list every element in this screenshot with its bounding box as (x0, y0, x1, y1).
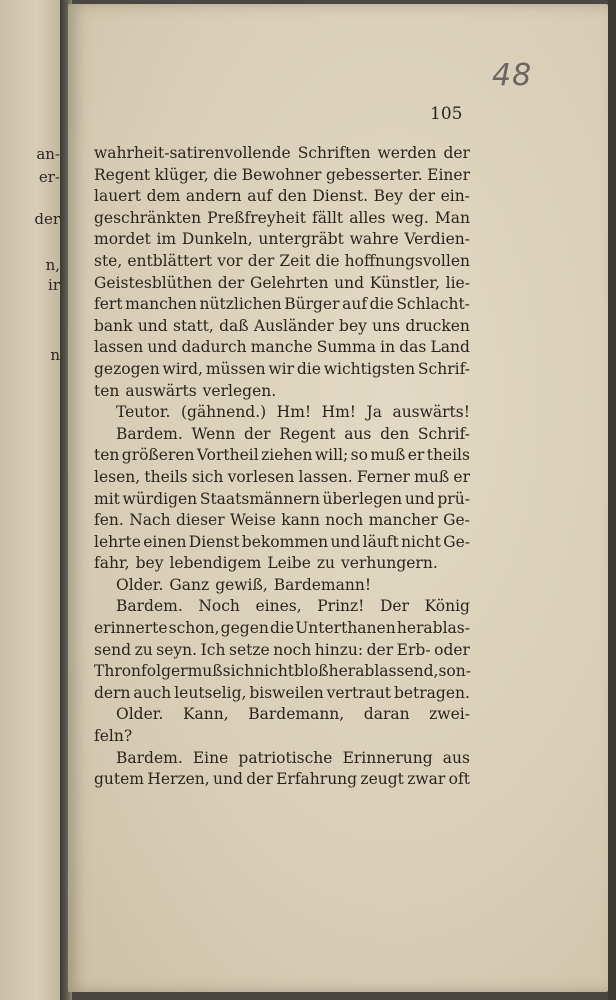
left-page-fragment: an- (36, 145, 60, 163)
text-line: geschränkten Preßfreyheit fällt alles weg. Man (94, 208, 470, 227)
text-line: gezogen wird, müssen wir die wichtigsten Schrif- (94, 359, 470, 378)
text-line: Older. Kann, Bardemann, daran zwei- (116, 705, 470, 724)
text-line: Teutor. (gähnend.) Hm! Hm! Ja auswärts! (116, 403, 470, 422)
text-line: erinnerte schon, gegen die Unterthanen herablas- (94, 619, 470, 638)
text-line: Bardem. Noch eines, Prinz! Der König (116, 597, 470, 616)
left-page-fragment: der (34, 210, 60, 228)
text-line: ten größeren Vortheil ziehen will; so muß er theils (94, 446, 470, 465)
text-line: wahrheit-satirenvollende Schriften werden der (94, 144, 470, 162)
text-line: lehrte einen Dienst bekommen und läuft nicht Ge- (94, 532, 470, 551)
text-line: lassen und dadurch manche Summa in das Land (94, 338, 470, 357)
text-line: Thronfolger muß sich nicht bloß herablassend, son- (94, 662, 471, 681)
text-line: bank und statt, daß Ausländer bey uns drucken (94, 316, 470, 335)
text-line: gutem Herzen, und der Erfahrung zeugt zwar oft (94, 770, 470, 789)
text-line: feln? (94, 727, 133, 746)
text-line: fahr, bey lebendigem Leibe zu verhungern. (94, 554, 438, 573)
page-number: 105 (430, 104, 463, 124)
text-line: mit würdigen Staatsmännern überlegen und prü- (94, 489, 470, 508)
page-body-text (94, 143, 470, 791)
text-line: Regent klüger, die Bewohner gebesserter. Einer (94, 165, 470, 184)
text-line: dern auch leutselig, bisweilen vertraut betragen. (94, 683, 470, 702)
pencil-annotation: 48 (492, 58, 533, 93)
text-line: Geistesblüthen der Gelehrten und Künstler, lie- (94, 273, 470, 292)
left-page-fragment: n (50, 346, 60, 364)
text-line: lauert dem andern auf den Dienst. Bey der ein- (94, 187, 470, 206)
text-line: fen. Nach dieser Weise kann noch mancher Ge- (94, 511, 470, 530)
text-line: send zu seyn. Ich setze noch hinzu: der Erb- oder (94, 640, 470, 659)
left-page-fragment: er- (38, 168, 60, 186)
text-line: ste, entblättert vor der Zeit die hoffnungsvollen (94, 251, 470, 270)
text-line: fert manchen nützlichen Bürger auf die Schlacht- (94, 295, 470, 314)
text-line: mordet im Dunkeln, untergräbt wahre Verdien- (94, 230, 470, 249)
text-line: Older. Ganz gewiß, Bardemann! (116, 575, 372, 594)
left-page-fragment: ir (48, 276, 60, 294)
text-line: ten auswärts verlegen. (94, 381, 277, 400)
text-line: Bardem. Wenn der Regent aus den Schrif- (116, 424, 470, 443)
left-page-fragment: n, (45, 256, 60, 274)
scan-border (608, 0, 616, 1000)
text-line: lesen, theils sich vorlesen lassen. Ferner muß er (94, 467, 470, 486)
text-line: Bardem. Eine patriotische Erinnerung aus (116, 748, 470, 767)
